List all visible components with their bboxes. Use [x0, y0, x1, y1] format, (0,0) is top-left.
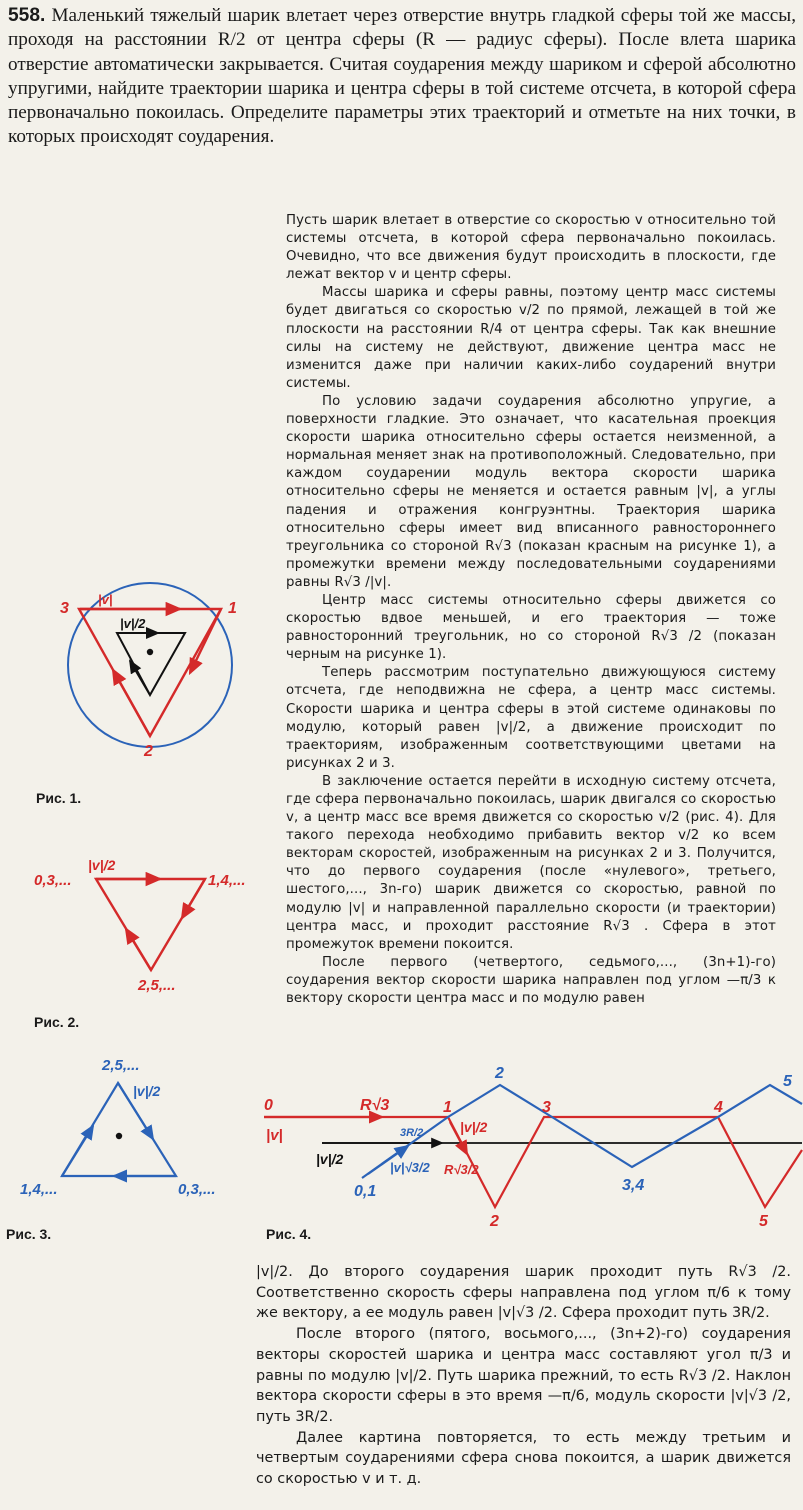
- vertex-label-top-left: 0,3,...: [34, 872, 72, 889]
- collision-label-2: 2: [144, 743, 153, 760]
- vertex-label-top-right: 1,4,...: [208, 872, 246, 889]
- sphere-circle: [68, 583, 232, 747]
- solution-paragraph: В заключение остается перейти в исходную систему отсчета, где сфера первоначально покоилась, шарик двигался со скоростью v, а центр масс все время движется со скоростью v/2 (рис. 4). Для такого перехода необходимо прибавить вектор v/2 ко всем векторам скоростей, изображенным на рисунках 2 и 3. Получится, что до первого соударения (после «нулевого», третьего, шестого,..., 3n-го) шарик движется со скоростью, равной по модулю |v| и направленной параллельно скорости (и траектории) центра масс, и проходит расстояние R√3 . Сфера в этот промежуток времени покоится.: [286, 773, 776, 952]
- solution-paragraph: Центр масс системы относительно сферы движется со скоростью вдвое меньшей, и его траектория — тоже равносторонний треугольник, но со стороной R√3 /2 (показан черным на рисунке 1).: [286, 592, 776, 663]
- point-label-1: 1: [443, 1099, 452, 1116]
- figure-3-caption: Рис. 3.: [6, 1226, 52, 1242]
- distance-label-3r-half: 3R/2: [400, 1127, 424, 1139]
- point-label-2-bottom: 2: [490, 1213, 499, 1230]
- solution-paragraph: Далее картина повторяется, то есть между третьим и четвертым соударениями сфера снова покоится, а шарик движется со скоростью v и т. д.: [256, 1429, 791, 1488]
- point-label-5-bottom: 5: [759, 1213, 768, 1230]
- ball-trajectory: [264, 1117, 802, 1207]
- point-label-0-1: 0,1: [354, 1183, 377, 1200]
- problem-text: Маленький тяжелый шарик влетает через отверстие внутрь гладкой сферы той же массы, проходя на расстоянии R/2 от центра сферы (R — радиус сферы). После влета шарика отверстие автоматически закрывается. Считая соударения между шариком и сферой абсолютно упругими, найдите траектории шарика и центра сферы в той системе отсчета, в которой сфера первоначально покоилась. Определите параметры этих траекторий и отметьте на них точки, в которых происходят соударения.: [8, 5, 796, 148]
- solution-paragraph: |v|/2. До второго соударения шарик проходит путь R√3 /2. Соответственно скорость сферы направлена под углом π/6 к тому же вектору, а ее модуль равен |v|√3 /2. Сфера проходит путь 3R/2.: [256, 1264, 791, 1322]
- vertex-label-top: 2,5,...: [102, 1057, 140, 1074]
- point-label-0: 0: [264, 1097, 273, 1114]
- point-label-4: 4: [714, 1099, 723, 1116]
- solution-paragraph: Массы шарика и сферы равны, поэтому центр масс системы будет двигаться со скоростью v/2 по прямой, лежащей в той же плоскости на расстоянии R/4 от центра сферы. Так как внешние силы на систему не действуют, движение центра масс не изменится даже при наличии каких-либо соударений внутри системы.: [286, 285, 776, 391]
- collision-label-3: 3: [60, 600, 69, 617]
- velocity-label-v-half-top: |v|/2: [460, 1119, 488, 1135]
- velocity-label-v-half: |v|/2: [133, 1083, 161, 1099]
- solution-paragraph: По условию задачи соударения абсолютно упругие, а поверхности гладкие. Это означает, что касательная проекция скорости шарика относительно сферы остается неизменной, а нормальная меняет знак на противоположный. Следовательно, при каждом соударении модуль вектора скорости шарика относительно сферы не меняется и остается равным |v|, а углы падения и отражения конгруэнтны. Траектория шарика относительно сферы имеет вид вписанного равностороннего треугольника со стороной R√3 (показан красным на рисунке 1), а промежутки времени между последовательными соударениями равны R√3 /|v|.: [286, 393, 776, 590]
- problem-statement: [8, 4, 796, 150]
- figure-1: [40, 560, 270, 790]
- sphere-center: [147, 649, 153, 655]
- solution-text: [286, 212, 776, 1008]
- vertex-label-right: 0,3,...: [178, 1181, 216, 1198]
- velocity-label-v: |v|: [266, 1127, 283, 1144]
- vertex-label-bottom: 2,5,...: [138, 977, 176, 994]
- figure-3: [18, 1050, 248, 1210]
- figure-4: [262, 1060, 802, 1230]
- figure-2-caption: Рис. 2.: [34, 1014, 80, 1030]
- velocity-label-v-half: |v|/2: [120, 616, 146, 631]
- solution-paragraph: После второго (пятого, восьмого,..., (3n+2)-го) соударения векторы скоростей шарика и центра масс составляют угол π/3 и равны по модулю |v|/2. Путь шарика прежний, то есть R√3 /2. Наклон вектора скорости сферы в это время —π/6, модуль скорости |v|√3 /2, путь 3R/2.: [256, 1326, 791, 1425]
- solution-continuation: [256, 1262, 791, 1490]
- point-label-3-4: 3,4: [622, 1177, 645, 1194]
- collision-label-1: 1: [228, 600, 237, 617]
- problem-number: 558.: [8, 5, 46, 26]
- distance-label-r-sqrt3-half: R√3/2: [444, 1162, 479, 1177]
- figure-4-caption: Рис. 4.: [266, 1226, 312, 1242]
- velocity-label-v: |v|: [98, 592, 113, 607]
- velocity-label-v-sqrt3-half: |v|√3/2: [390, 1160, 430, 1175]
- center-of-mass-triangle: [117, 633, 185, 695]
- point-label-5-top: 5: [783, 1073, 792, 1090]
- ball-trajectory-triangle: [96, 879, 205, 970]
- solution-paragraph: Теперь рассмотрим поступательно движующуюся систему отсчета, где неподвижна не сфера, а центр масс системы. Скорости шарика и центра сферы в этой системе одинаковы по модулю, который равен |v|/2, а движение происходит по траекториям, изображенным соответствующими цветами на рисунках 2 и 3.: [286, 665, 776, 771]
- velocity-label-v-half: |v|/2: [88, 857, 116, 873]
- distance-label-r-sqrt3: R√3: [360, 1097, 390, 1114]
- figure-2: [30, 850, 260, 1000]
- solution-paragraph: После первого (четвертого, седьмого,..., (3n+1)-го) соударения вектор скорости шарика направлен под углом —π/3 к вектору скорости центра масс и по модулю равен: [286, 954, 776, 1007]
- figure-1-caption: Рис. 1.: [36, 790, 82, 806]
- solution-paragraph: Пусть шарик влетает в отверстие со скоростью v относительно той системы отсчета, в которой сфера первоначально покоилась. Очевидно, что все движения будут происходить в плоскости, где лежат вектор v и центр сферы.: [286, 213, 776, 283]
- point-label-3: 3: [542, 1099, 551, 1116]
- ball-trajectory-triangle: [79, 609, 221, 736]
- velocity-label-v-half-left: |v|/2: [316, 1151, 344, 1167]
- vertex-label-left: 1,4,...: [20, 1181, 58, 1198]
- point-label-2-top: 2: [495, 1065, 504, 1082]
